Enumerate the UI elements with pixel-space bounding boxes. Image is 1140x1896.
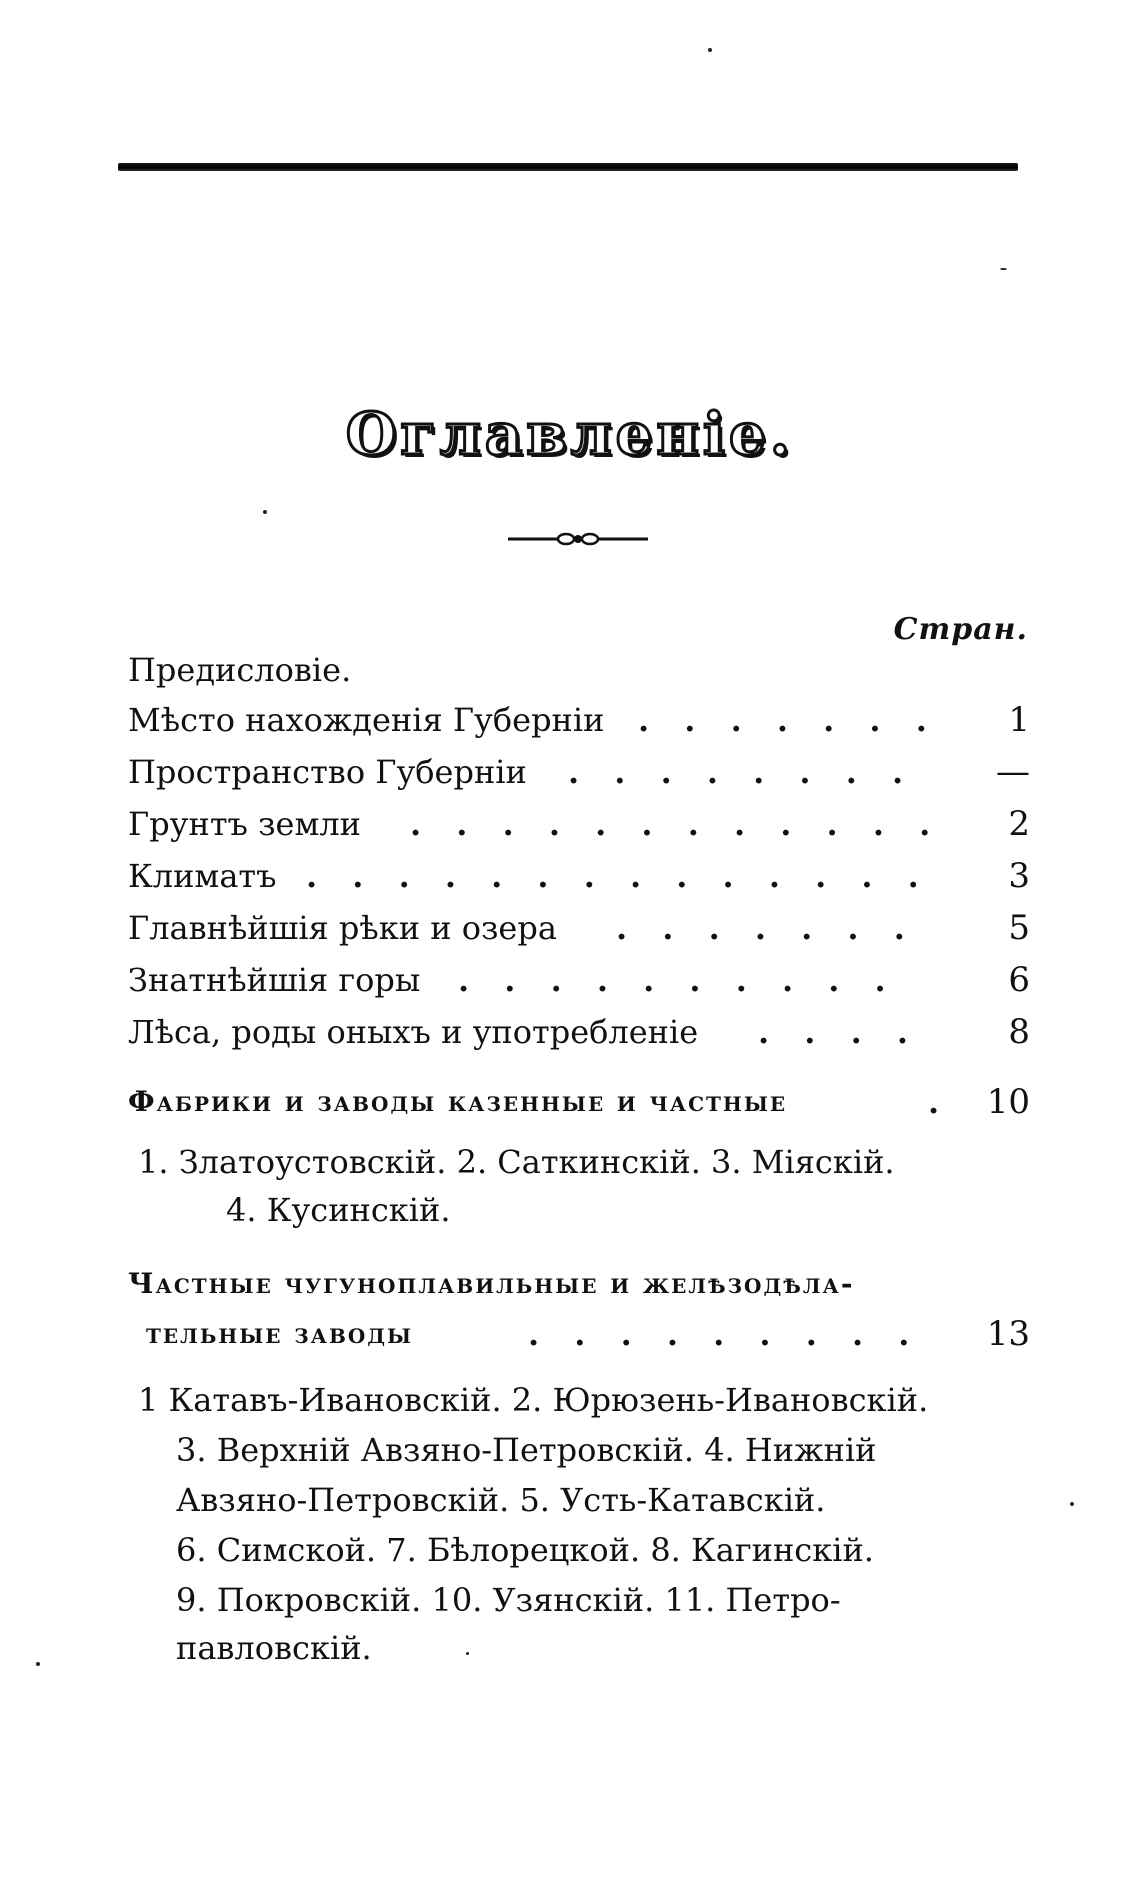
print-speck — [1000, 268, 1007, 270]
toc-entry-label: Главнѣйшія рѣки и озера — [128, 909, 557, 947]
toc-entry-label: Лѣса, роды оныхъ и употребленіе — [128, 1013, 699, 1051]
toc-entry — [128, 854, 1030, 898]
print-speck — [466, 1652, 469, 1655]
toc-entry-label: Климатъ — [128, 857, 277, 895]
toc-entry-page: 3 — [1008, 856, 1030, 896]
toc-section-items: 6. Симской. 7. Бѣлорецкой. 8. Кагинскій. — [176, 1531, 874, 1569]
toc-entry-page: 6 — [1008, 960, 1030, 1000]
leader-dots: . . . . — [758, 1013, 920, 1051]
leader-dots: . . . . . . . — [638, 701, 939, 739]
leader-dots: . . . . . . . . . . . . . . — [306, 857, 931, 895]
leader-dots: . . . . . . . . . — [528, 1315, 922, 1353]
toc-section-title: Частные чугуноплавильные и желѣзодѣла- — [128, 1267, 855, 1300]
print-speck — [36, 1662, 40, 1666]
toc-entry-page: 8 — [1008, 1012, 1030, 1052]
toc-section-title: Фабрики и заводы казенные и частные — [128, 1085, 788, 1118]
toc-section-items: 3. Верхній Авзяно-Петровскій. 4. Нижній — [176, 1431, 877, 1469]
toc-entry — [128, 1010, 1030, 1054]
leader-dots: . — [928, 1083, 952, 1121]
toc-entry — [128, 906, 1030, 950]
toc-section-items: 1. Златоустовскій. 2. Саткинскій. 3. Міяскій. — [138, 1143, 895, 1181]
toc-entry-label: Предисловіе. — [128, 651, 352, 689]
leader-dots: . . . . . . . . . . — [458, 961, 898, 999]
toc-entry-label: Знатнѣйшія горы — [128, 961, 421, 999]
toc-entry — [128, 750, 1030, 794]
print-speck — [1070, 1502, 1074, 1506]
page-column-header: Стран. — [893, 612, 1028, 647]
toc-section-items: 4. Кусинскій. — [226, 1191, 451, 1229]
toc-section-items: 9. Покровскій. 10. Узянскій. 11. Петро- — [176, 1581, 841, 1619]
toc-section — [128, 1312, 1030, 1356]
toc-entry — [128, 958, 1030, 1002]
toc-entry-page: — — [996, 752, 1030, 792]
print-speck — [708, 48, 712, 52]
page-title: Оглавленіе. — [345, 400, 795, 468]
toc-entry-label: Пространство Губерніи — [128, 753, 527, 791]
toc-entry-label: Грунтъ земли — [128, 805, 361, 843]
toc-section-items: 1 Катавъ-Ивановскій. 2. Юрюзень-Ивановскій. — [138, 1381, 929, 1419]
ornament-divider-icon — [508, 528, 648, 550]
top-rule — [118, 163, 1018, 171]
toc-section — [128, 1262, 1030, 1306]
toc-section-items: Авзяно-Петровскій. 5. Усть-Катавскій. — [176, 1481, 826, 1519]
toc-section-title-continued: тельные заводы — [146, 1317, 414, 1350]
toc-section-page: 13 — [986, 1314, 1030, 1354]
toc-entry-page: 5 — [1008, 908, 1030, 948]
toc-section-page: 10 — [986, 1082, 1030, 1122]
leader-dots: . . . . . . . . . . . . — [410, 805, 943, 843]
toc-entry — [128, 648, 1030, 692]
leader-dots: . . . . . . . — [616, 909, 917, 947]
toc-section — [128, 1080, 1030, 1124]
toc-section-items: павловскій. — [176, 1629, 372, 1667]
print-speck — [263, 510, 267, 514]
toc-entry-label: Мѣсто нахожденія Губерніи — [128, 701, 605, 739]
toc-entry-page: 2 — [1008, 804, 1030, 844]
toc-entry-page: 1 — [1008, 700, 1030, 740]
toc-entry — [128, 802, 1030, 846]
toc-entry — [128, 698, 1030, 742]
leader-dots: . . . . . . . . — [568, 753, 916, 791]
